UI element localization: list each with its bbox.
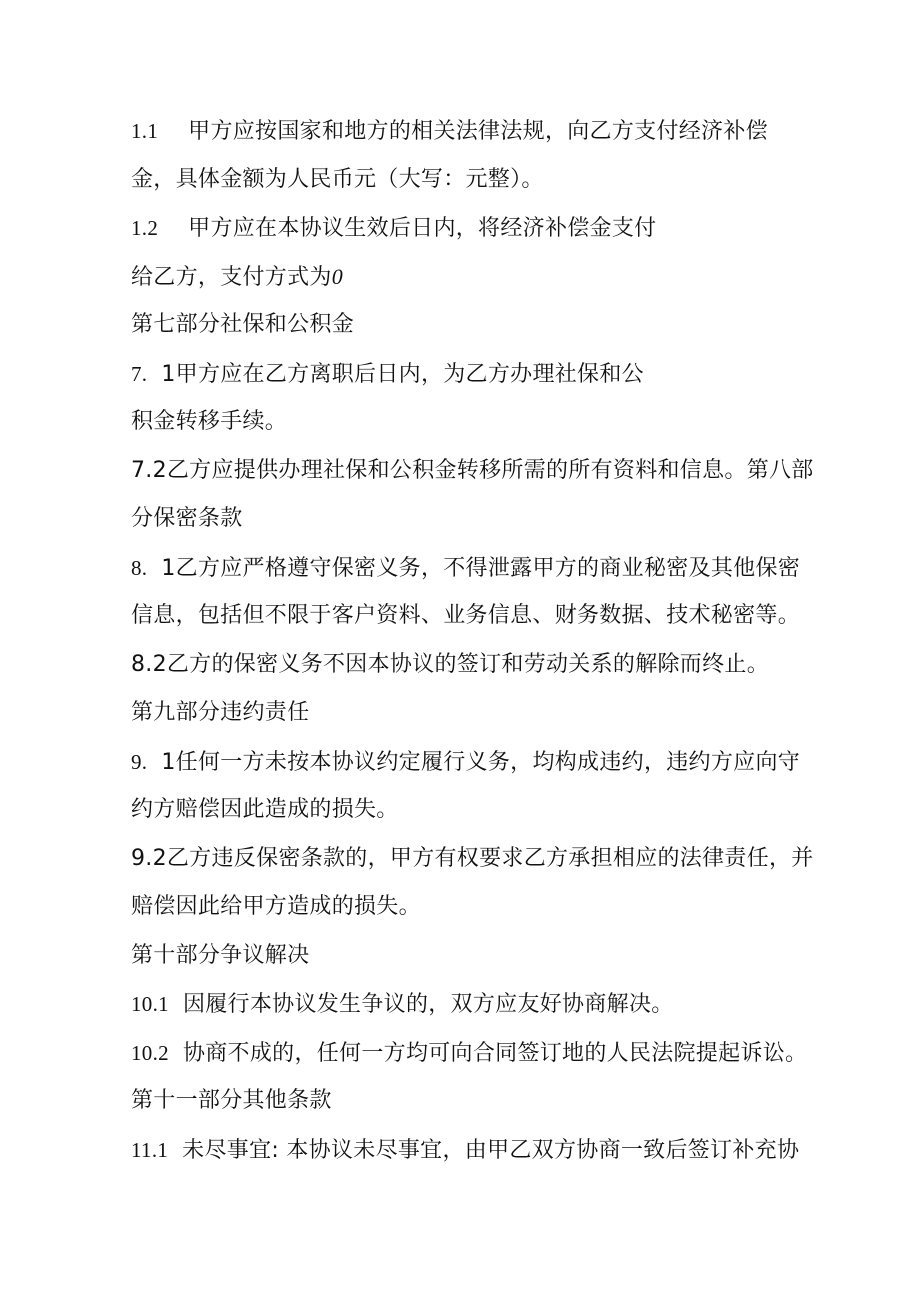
- clause-7-2-line-1: [131, 456, 814, 486]
- clause-9-1-line-1: [131, 747, 800, 778]
- clause-text: 因履行本协议发生争议的，双方应友好协商解决。: [182, 992, 674, 1017]
- clause-text: 1乙方应严格遵守保密义务，不得泄露甲方的商业秘密及其他保密: [161, 556, 801, 581]
- clause-text: 未尽事宜: 本协议未尽事宜，由甲乙双方协商一致后签订补充协: [182, 1138, 800, 1163]
- clause-text: 信息，包括但不限于客户资料、业务信息、财务数据、技术秘密等。: [131, 603, 801, 628]
- section-title: 第七部分社保和公积金: [131, 312, 355, 337]
- payment-method-value: 0: [331, 264, 344, 289]
- clause-7-1-line-2: [131, 407, 287, 437]
- clause-text: 9.2乙方违反保密条款的，甲方有权要求乙方承担相应的法律责任，并: [131, 846, 814, 871]
- clause-text: 金，具体金额为人民币元（大写：元整）。: [131, 167, 544, 192]
- clause-text: 甲方应在本协议生效后日内，将经济补偿金支付: [188, 216, 657, 241]
- clause-text: 协商不成的，任何一方均可向合同签订地的人民法院提起诉讼。: [182, 1041, 808, 1066]
- clause-8-1-line-2: [131, 601, 800, 631]
- clause-text: 分保密条款: [131, 506, 243, 531]
- clause-8-2: [131, 650, 769, 680]
- section-title: 第十部分争议解决: [131, 943, 310, 968]
- clause-text: 积金转移手续。: [131, 409, 288, 434]
- clause-10-1: [131, 989, 674, 1020]
- clause-text: 甲方应按国家和地方的相关法律法规，向乙方支付经济补偿: [188, 119, 768, 144]
- section-heading-7: [131, 310, 354, 340]
- section-heading-10: [131, 941, 309, 971]
- clause-number: 7.: [131, 362, 148, 386]
- clause-number: 10.2: [131, 1041, 169, 1065]
- clause-1-2-line-2: [131, 262, 343, 293]
- clause-number: 10.1: [131, 992, 169, 1016]
- section-heading-11: [131, 1086, 332, 1116]
- clause-text: 约方赔偿因此造成的损失。: [131, 797, 399, 822]
- clause-number: 11.1: [131, 1138, 169, 1162]
- clause-1-1-line-1: [131, 116, 768, 147]
- clause-10-2: [131, 1038, 807, 1069]
- section-heading-9: [131, 698, 309, 728]
- clause-9-2-line-2: [131, 892, 421, 922]
- clause-text: 赔偿因此给甲方造成的损失。: [131, 894, 421, 919]
- clause-text: 8.2乙方的保密义务不因本协议的签订和劳动关系的解除而终止。: [131, 652, 769, 677]
- clause-1-2-line-1: [131, 213, 656, 244]
- section-title: 第九部分违约责任: [131, 700, 310, 725]
- clause-number: 1.1: [131, 119, 159, 143]
- clause-1-1-line-2: [131, 165, 544, 195]
- clause-8-1-line-1: [131, 553, 800, 584]
- clause-number: 8.: [131, 556, 148, 580]
- clause-text: 7.2乙方应提供办理社保和公积金转移所需的所有资料和信息。第八部: [131, 458, 814, 483]
- clause-text: 1任何一方未按本协议约定履行义务，均构成违约，违约方应向守: [161, 750, 801, 775]
- section-title: 第十一部分其他条款: [131, 1088, 332, 1113]
- clause-text: 1甲方应在乙方离职后日内，为乙方办理社保和公: [161, 362, 644, 387]
- clause-11-1: [131, 1135, 799, 1166]
- clause-9-2-line-1: [131, 844, 814, 874]
- clause-text: 给乙方，支付方式为: [131, 265, 332, 290]
- clause-number: 1.2: [131, 216, 159, 240]
- clause-9-1-line-2: [131, 795, 399, 825]
- clause-number: 9.: [131, 750, 148, 774]
- clause-7-2-line-2: [131, 504, 243, 534]
- clause-7-1-line-1: [131, 359, 644, 390]
